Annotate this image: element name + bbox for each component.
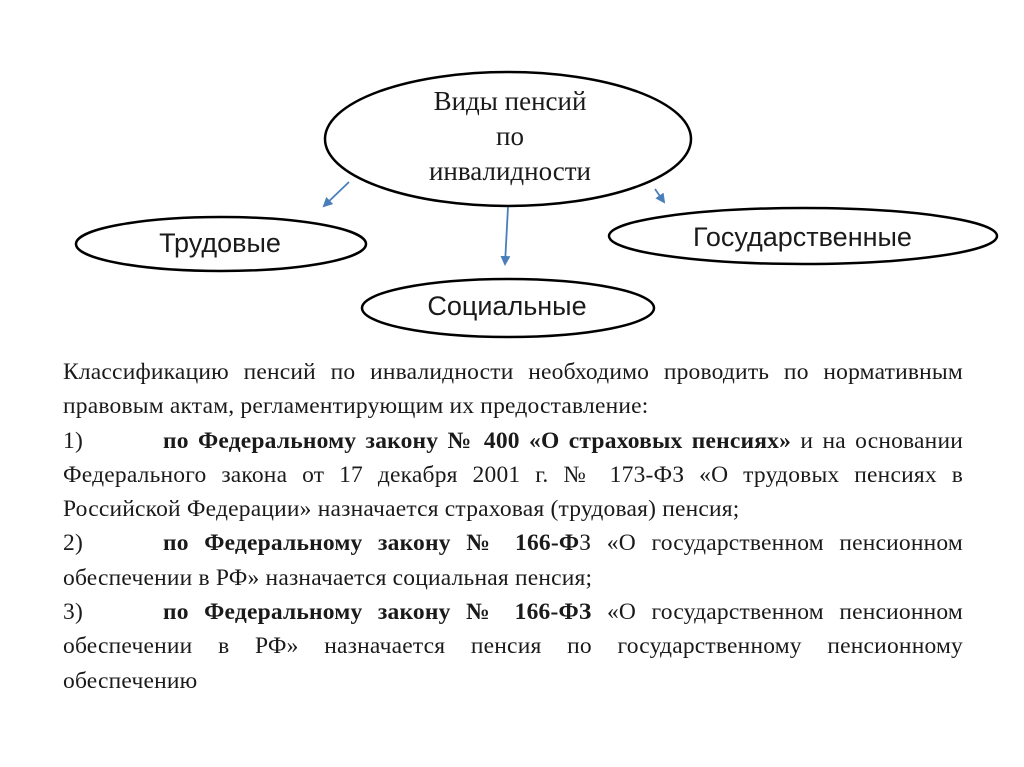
state-node-label: Государственные bbox=[693, 222, 912, 252]
arrow-to-labor bbox=[324, 182, 349, 206]
list-item-3 bbox=[63, 595, 963, 698]
root-line-1: Виды пенсий bbox=[433, 86, 587, 116]
item-number: 3) bbox=[63, 599, 83, 626]
social-node-label: Социальные bbox=[427, 291, 587, 321]
intro-paragraph: Классификацию пенсий по инвалидности необходимо проводить по нормативным правовым актам, регламентирующим их предоставление: bbox=[63, 359, 963, 420]
root-line-3: инвалидности bbox=[428, 156, 592, 187]
law-reference: по Федеральному закону № 166-Ф bbox=[163, 530, 580, 557]
arrow-to-social bbox=[505, 207, 508, 264]
list-item-2 bbox=[63, 526, 963, 595]
item-number: 2) bbox=[63, 530, 83, 557]
classification-text bbox=[63, 355, 963, 698]
root-node-label bbox=[360, 84, 660, 189]
law-reference: по Федеральному закону № 400 «О страховых пенсиях» bbox=[163, 427, 792, 454]
labor-node-label: Трудовые bbox=[159, 228, 281, 258]
arrow-to-state bbox=[655, 189, 664, 202]
list-item-1 bbox=[63, 424, 963, 527]
root-line-2: по bbox=[496, 121, 524, 152]
item-description: З «О государственном пенсионном обеспечении в РФ» назначается социальная пенсия; bbox=[63, 530, 963, 591]
item-description: и на основании Федерального закона от 17 декабря 2001 г. № 173-ФЗ «О трудовых пенсиях в Российской Федерации» назначается страховая (трудовая) пенсия; bbox=[63, 427, 963, 523]
law-reference: по Федеральному закону № 166-ФЗ bbox=[163, 599, 592, 626]
item-description: «О государственном пенсионном обеспечении в РФ» назначается пенсия по государственному пенсионному обеспечению bbox=[63, 599, 964, 694]
item-number: 1) bbox=[63, 427, 83, 454]
